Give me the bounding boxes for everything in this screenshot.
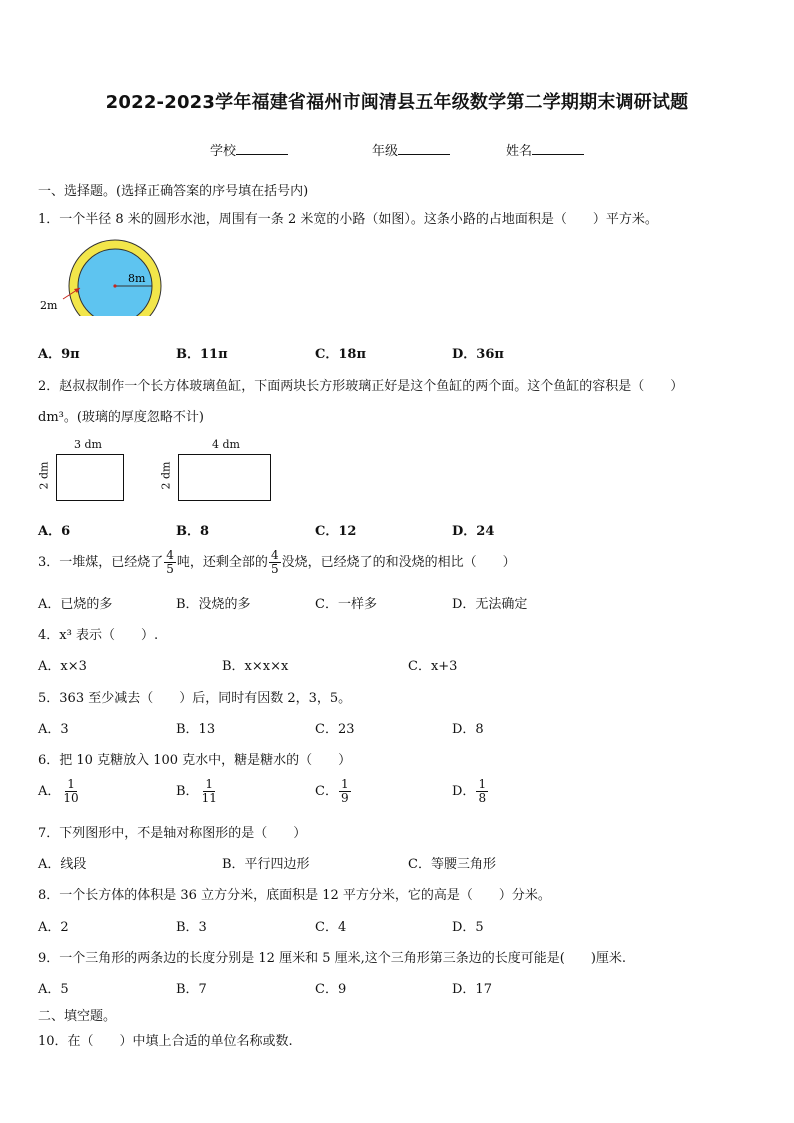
pool-figure [36,236,166,316]
question-2-line2: dm³。(玻璃的厚度忽略不计) [38,410,205,425]
q9-option-b[interactable]: B．7 [176,982,207,997]
q7-option-a[interactable]: A．线段 [38,857,87,872]
q4-option-c[interactable]: C．x+3 [408,659,458,674]
section-choice-heading: 一、选择题。(选择正确答案的序号填在括号内) [38,184,309,199]
question-9: 9．一个三角形的两条边的长度分别是 12 厘米和 5 厘米,这个三角形第三条边的长度可能是( )厘米. [38,951,627,966]
q6-option-c[interactable]: C． $\frac{1}{9}$ [315,777,349,805]
q7-option-c[interactable]: C．等腰三角形 [408,857,496,872]
q5-option-d[interactable]: D．8 [452,722,484,737]
question-7: 7．下列图形中，不是轴对称图形的是（ ） [38,826,307,841]
q7-option-b[interactable]: B．平行四边形 [222,857,310,872]
question-8: 8．一个长方体的体积是 36 立方分米，底面积是 12 平方分米，它的高是（ ）分米。 [38,888,551,903]
rect1-width-label: 3 dm [74,438,102,451]
name-field: 姓名 [506,140,584,159]
q8-option-c[interactable]: C．4 [315,920,347,935]
rect1-height-label: 2 dm [37,461,51,490]
fraction-1: $\frac{4}{5}$ [166,548,174,576]
section-fill-heading: 二、填空题。 [38,1009,117,1024]
q4-option-b[interactable]: B．x×x×x [222,659,289,674]
question-5: 5．363 至少减去（ ）后，同时有因数 2，3，5。 [38,691,352,706]
rect2 [178,454,271,501]
question-3: 3．一堆煤，已经烧了 $\frac{4}{5}$ 吨，还剩全部的 $\frac{4}{5}$ 没烧，已经烧了的和没烧的相比（ ） [38,548,516,576]
width-label: 2m [40,299,58,312]
q6-option-d[interactable]: D． $\frac{1}{8}$ [452,777,487,805]
q2-option-b[interactable]: B．8 [176,524,210,539]
q6-option-b[interactable]: B． $\frac{1}{11}$ [176,777,217,805]
grade-field: 年级 [372,140,450,159]
page-title: 2022-2023学年福建省福州市闽清县五年级数学第二学期期末调研试题 [105,92,689,113]
question-10: 10．在（ ）中填上合适的单位名称或数. [38,1034,293,1049]
q3-option-c[interactable]: C．一样多 [315,597,377,612]
q1-option-c[interactable]: C．18π [315,347,366,362]
question-2: 2．赵叔叔制作一个长方体玻璃鱼缸，下面两块长方形玻璃正好是这个鱼缸的两个面。这个鱼缸的容积是（ ） [38,379,684,394]
q9-option-d[interactable]: D．17 [452,982,492,997]
q2-option-c[interactable]: C．12 [315,524,357,539]
school-field: 学校 [210,140,288,159]
question-1: 1．一个半径 8 米的圆形水池，周围有一条 2 米宽的小路（如图）。这条小路的占地面积是（ ）平方米。 [38,212,658,227]
question-4: 4．x³ 表示（ ）. [38,628,159,643]
q3-option-d[interactable]: D．无法确定 [452,597,528,612]
q5-option-b[interactable]: B．13 [176,722,216,737]
q6-option-a[interactable]: A． $\frac{1}{10}$ [38,777,79,805]
q9-option-c[interactable]: C．9 [315,982,347,997]
rect2-height-label: 2 dm [159,461,173,490]
q5-option-a[interactable]: A．3 [38,722,69,737]
q3-option-b[interactable]: B．没烧的多 [176,597,251,612]
q2-option-d[interactable]: D．24 [452,524,495,539]
q8-option-a[interactable]: A．2 [38,920,69,935]
q3-option-a[interactable]: A．已烧的多 [38,597,113,612]
q1-option-d[interactable]: D．36π [452,347,504,362]
q5-option-c[interactable]: C．23 [315,722,355,737]
q8-option-b[interactable]: B．3 [176,920,207,935]
q1-option-b[interactable]: B．11π [176,347,228,362]
q1-option-a[interactable]: A．9π [38,347,80,362]
fraction-2: $\frac{4}{5}$ [270,548,279,576]
radius-label: 8m [128,272,146,285]
q2-option-a[interactable]: A．6 [38,524,71,539]
q9-option-a[interactable]: A．5 [38,982,69,997]
center-dot [113,284,116,287]
question-6: 6．把 10 克糖放入 100 克水中，糖是糖水的（ ） [38,753,352,768]
q8-option-d[interactable]: D．5 [452,920,484,935]
rect2-width-label: 4 dm [212,438,240,451]
rect1 [56,454,124,501]
q4-option-a[interactable]: A．x×3 [38,659,87,674]
